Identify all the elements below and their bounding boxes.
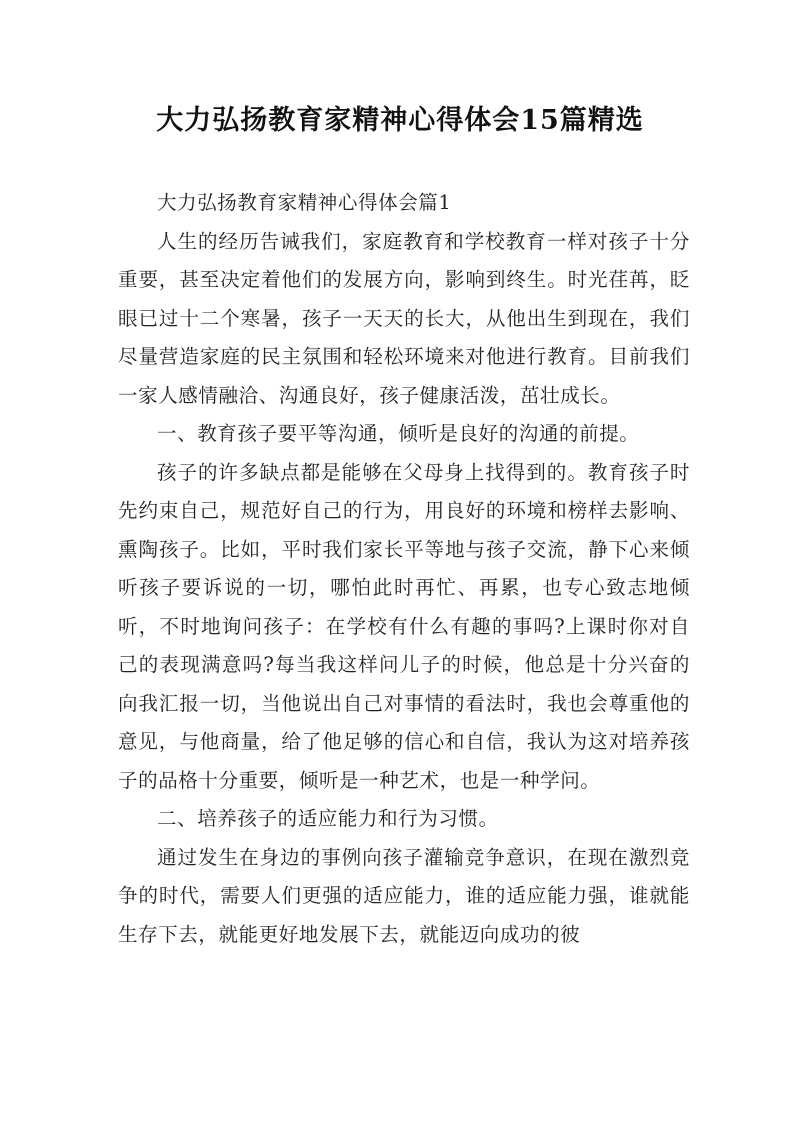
paragraph-competition: 通过发生在身边的事例向孩子灌输竞争意识，在现在激烈竞争的时代，需要人们更强的适应能力，谁的适应能力强，谁就能生存下去，就能更好地发展下去，就能迈向成功的彼 bbox=[118, 845, 690, 946]
article-subtitle: 大力弘扬教育家精神心得体会篇1 bbox=[157, 191, 452, 214]
document-title: 大力弘扬教育家精神心得体会15篇精选 bbox=[156, 105, 644, 136]
paragraph-communication: 孩子的许多缺点都是能够在父母身上找得到的。教育孩子时先约束自己，规范好自己的行为，用良好的环境和榜样去影响、熏陶孩子。比如，平时我们家长平等地与孩子交流，静下心来倾听孩子要诉说的一切，哪怕此时再忙、再累，也专心致志地倾听，不时地询问孩子：在学校有什么有趣的事吗?上课时你对自己的表现满意吗?每当我这样问儿子的时候，他总是十分兴奋的向我汇报一切，当他说出自己对事情的看法时，我也会尊重他的意见，与他商量，给了他足够的信心和自信，我认为这对培养孩子的品格十分重要，倾听是一种艺术，也是一种学问。 bbox=[118, 460, 690, 792]
section-heading-2: 二、培养孩子的适应能力和行为习惯。 bbox=[157, 807, 499, 830]
section-heading-1: 一、教育孩子要平等沟通，倾听是良好的沟通的前提。 bbox=[157, 422, 640, 445]
paragraph-intro: 人生的经历告诫我们，家庭教育和学校教育一样对孩子十分重要，甚至决定着他们的发展方向，影响到终生。时光荏苒，眨眼已过十二个寒暑，孩子一天天的长大，从他出生到现在，我们尽量营造家庭的民主氛围和轻松环境来对他进行教育。目前我们一家人感情融洽、沟通良好，孩子健康活泼，茁壮成长。 bbox=[118, 229, 690, 407]
document-body bbox=[118, 184, 690, 954]
